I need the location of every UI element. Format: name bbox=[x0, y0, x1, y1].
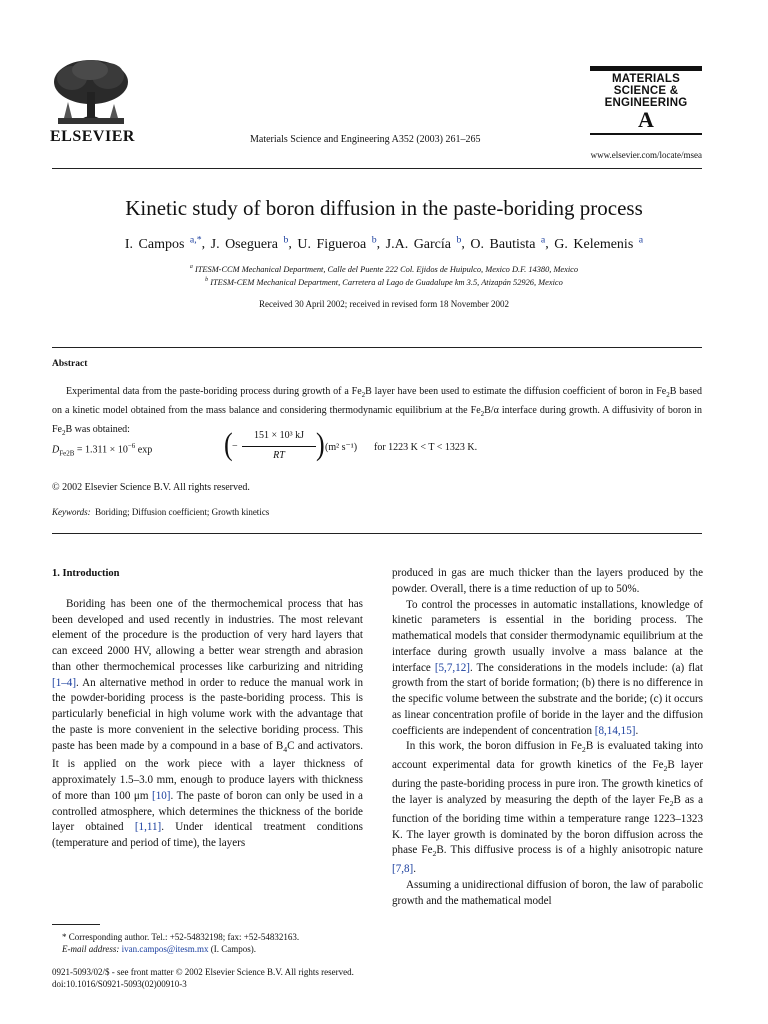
logo-line-3: ENGINEERING bbox=[604, 97, 688, 109]
journal-citation: Materials Science and Engineering A352 (2003) 261–265 bbox=[250, 134, 481, 145]
elsevier-tree-logo bbox=[50, 56, 132, 128]
footnote-rule bbox=[52, 924, 100, 925]
author: O. Bautista $^a$ bbox=[470, 234, 546, 252]
author: J. Oseguera $^b$ bbox=[210, 234, 289, 252]
affiliation-a: $^a$ ITESM-CCM Mechanical Department, Calle del Puente 222 Col. Ejidos de Huipulco, Mexico D.F. 14380, Mexico bbox=[189, 264, 579, 274]
logo-line-1: MATERIALS bbox=[611, 73, 681, 85]
publisher-name: ELSEVIER bbox=[50, 128, 135, 145]
footnote: * Corresponding author. Tel.: +52-54832198; fax: +52-54832163. E-mail address: ivan.campos@itesm.mx (I. Campos). bbox=[52, 931, 372, 955]
author: U. Figueroa $^b$ bbox=[297, 234, 377, 252]
header-rule bbox=[52, 168, 702, 169]
author: J.A. García $^b$ bbox=[385, 234, 462, 252]
article-title: Kinetic study of boron diffusion in the paste-boriding process bbox=[125, 196, 643, 220]
doi-line: doi:10.1016/S0921-5093(02)00910-3 bbox=[52, 979, 187, 989]
page-footer bbox=[52, 966, 354, 990]
keywords: Keywords: Boriding; Diffusion coefficient; Growth kinetics bbox=[52, 507, 270, 517]
left-column: 1. Introduction Boriding has been one of the thermochemical process that has been developed and used recently in industries. The most relevant element of the procedure is the production of very hard layers that can exceed 2000 HV, allowing a better wear strength and abrasion than other thermochemical processes like carburizing and nitriding [1–4]. An alternative method in order to reduce the manual work in the powder-boriding process is the paste-boriding process. This is particularly beneficial in high volume work with the advantage that the paste is more convenient in the selective boriding process. This paste has been made by a compound in a base of $B_4C$ and activators. It is applied on the work piece with a layer thickness of approximately 1.5–3.0 mm, enough to produce layers with thickness of more than 100 μm [10]. The paste of boron can only be used in a controlled atmosphere, which determines the thickness of the boride layer obtained [1,11]. Under identical treatment conditions (temperature and period of time), the layers bbox=[52, 568, 363, 850]
author-email-link[interactable]: ivan.campos@itesm.mx bbox=[121, 944, 209, 954]
abstract-top-rule bbox=[52, 347, 702, 348]
issn-line: 0921-5093/02/$ - see front matter © 2002 Elsevier Science B.V. All rights reserved. bbox=[52, 967, 354, 977]
abstract-text: Experimental data from the paste-boriding process during growth of a $Fe_2B$ layer have been used to estimate the diffusion coefficient of boron in $Fe_2B$ based on a kinetic model obtained from the mass balance and considering thermodynamic equilibrium at the $Fe_2B/\alpha$ interface during growth. A diffusivity of boron in $Fe_2B$ was obtained: bbox=[52, 386, 703, 437]
journal-logo bbox=[590, 66, 702, 135]
section-heading: 1. Introduction bbox=[52, 568, 120, 579]
logo-line-4: A bbox=[638, 107, 654, 132]
abstract-bottom-rule bbox=[52, 533, 702, 534]
affiliation-b: $^b$ ITESM-CEM Mechanical Department, Carretera al Lago de Guadalupe km 3.5, Atizapán 52926, Mexico bbox=[205, 277, 563, 287]
corresponding-author: * Corresponding author. Tel.: +52-54832198; fax: +52-54832163. bbox=[62, 932, 300, 942]
author: G. Kelemenis $^a$ bbox=[554, 234, 644, 252]
abstract-heading: Abstract bbox=[52, 359, 88, 369]
right-column: produced in gas are much thicker than the layers produced by the powder. Overall, there is a time reduction of up to 50%. To control the processes in automatic installations, knowledge of kinetic parameters is essential in the boriding process. The mathematical models that consider thermodynamic equilibrium at the interface during growth usually involve a mass balance at the interface [5,7,12]. The considerations in the models include: (a) flat growth from the start of boride formation; (b) there is no difference in the specific volume between the substrate and the boride; (c) it occurs as linear concentration profile of boride in the layer and the diffusion coefficients are independent of concentration [8,14,15]. In this work, the boron diffusion in $Fe_2B$ is evaluated taking into account experimental data for growth kinetics of the $Fe_2B$ layer during the paste-boriding process in pure iron. The growth kinetics of the layer is analyzed by measuring the depth of the layer $Fe_2B$ as a function of the boriding time within a temperature range 1223–1323 K. The layer growth is dominated by the boron diffusion across the phase $Fe_2B$. This diffusive process is of a highly anisotropic nature [7,8]. Assuming a unidirectional diffusion of boron, the law of parabolic growth and the mathematical model bbox=[392, 567, 703, 907]
copyright-notice: © 2002 Elsevier Science B.V. All rights reserved. bbox=[52, 482, 250, 493]
received-dates: Received 30 April 2002; received in revised form 18 November 2002 bbox=[259, 299, 509, 309]
journal-url[interactable]: www.elsevier.com/locate/msea bbox=[590, 150, 702, 160]
author-list: I. Campos $^{a,*}$, J. Oseguera $^b$, U. Figueroa $^b$, J.A. García $^b$, O. Bautista $^a$, G. Kelemenis $^a$ bbox=[124, 234, 644, 252]
author: I. Campos $^{a,*}$ bbox=[124, 234, 202, 252]
diffusivity-equation: $D_{Fe2B} = 1.311 \times 10^{-6}$ exp ( − 151 × 10³ kJ RT ) (m² s⁻¹) for 1223 K < T < 1323 K. bbox=[52, 427, 478, 462]
logo-line-2: SCIENCE & bbox=[613, 85, 679, 97]
